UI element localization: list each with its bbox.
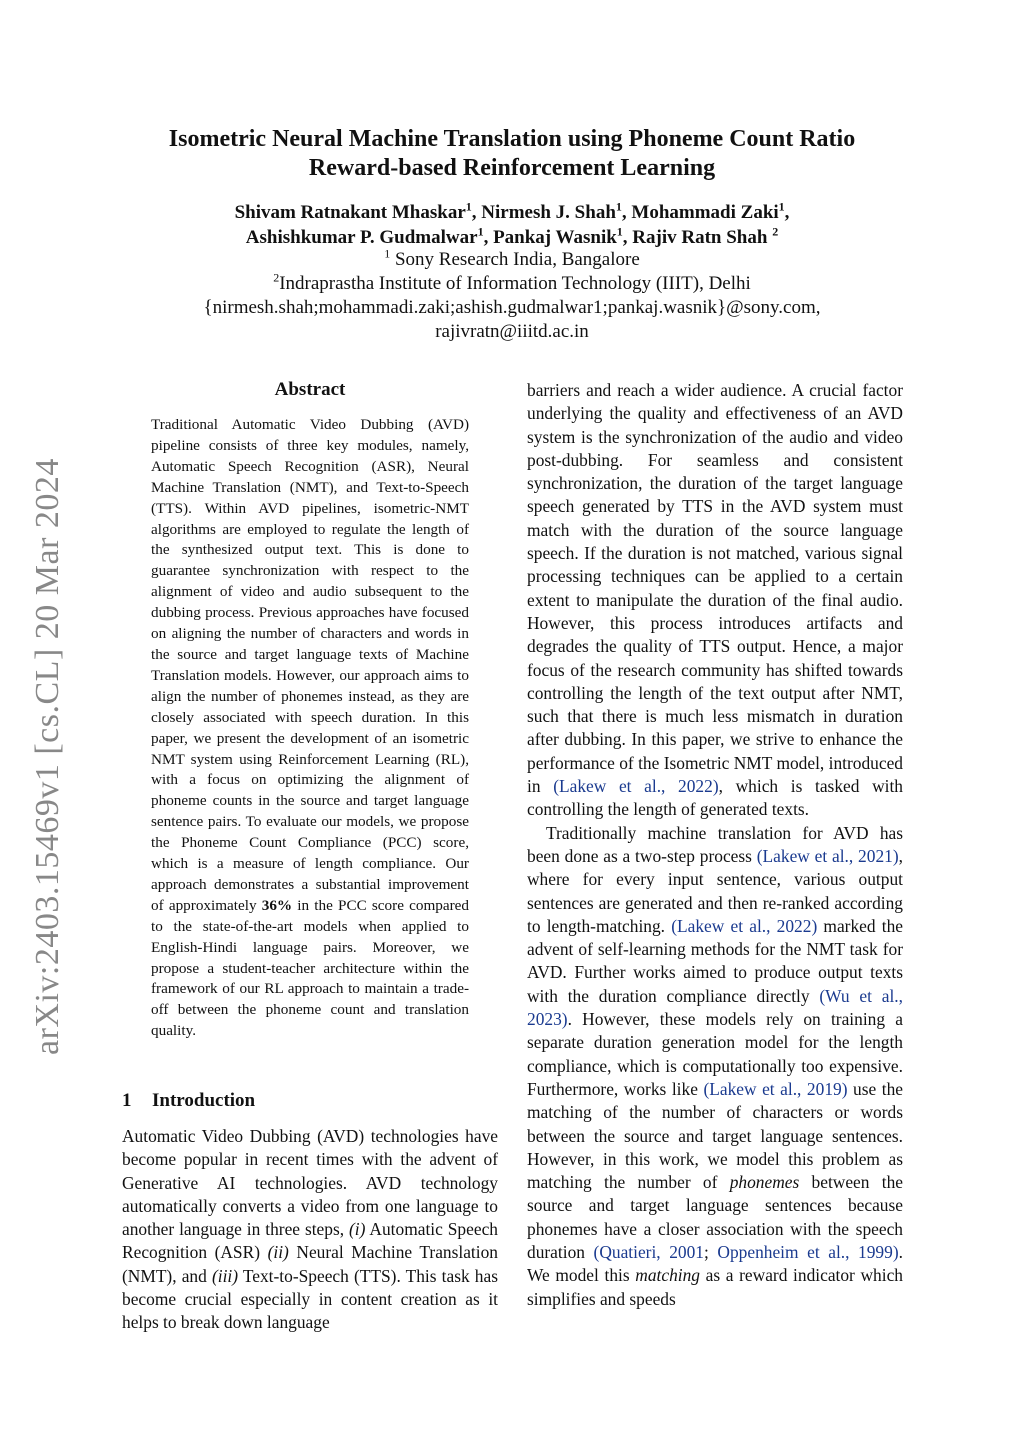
author-list — [100, 200, 924, 250]
author-separator: , — [784, 202, 790, 223]
text-run: Neural Machine Translation (NMT), and — [122, 1242, 498, 1286]
abstract-text-part: in the PCC score compared to the state-of-the-art models when applied to English-Hindi language pairs. Moreover, we propose a student-teacher architecture within the framework of our RL approach to maintain a trade-off between the phoneme count and translation quality. — [151, 896, 469, 1040]
email-iiit: rajivratn@iiitd.ac.in — [435, 321, 589, 342]
affiliation-marker: 2 — [273, 270, 280, 285]
abstract-text-part: Traditional Automatic Video Dubbing (AVD) pipeline consists of three key modules, namely, Automatic Speech Recognition (ASR), Neural Machine Translation (NMT), and Text-to-Speech (TTS). Within AVD pipelines, isometric-NMT algorithms are employed to regulate the length of the synthesized output text. This is done to guarantee synchronization with respect to the alignment of video and audio subsequent to the dubbing process. Previous approaches have focused on aligning the number of characters and words in the source and target language texts of Machine Translation models. However, our approach aims to align the number of phonemes instead, as they are closely associated with speech duration. In this paper, we present the development of an isometric NMT system using Reinforcement Learning (RL), with a focus on optimizing the alignment of phoneme counts in the source and target language sentence pairs. To evaluate our models, we propose the Phoneme Count Compliance (PCC) score, which is a measure of length compliance. Our approach demonstrates a substantial improvement of approximately — [151, 416, 469, 914]
author-separator: , — [621, 202, 632, 223]
text-run: . We model this — [527, 1241, 903, 1286]
citation-link[interactable]: (Lakew et al., 2019) — [703, 1078, 848, 1099]
citation-link[interactable]: (Wu et al., 2023) — [527, 985, 903, 1030]
author-name: Pankaj Wasnik — [493, 227, 617, 248]
italic-run: (i) — [349, 1219, 366, 1240]
section-title: Introduction — [152, 1090, 256, 1111]
paper-title — [100, 125, 924, 183]
author-name: Rajiv Ratn Shah — [632, 227, 768, 248]
text-run: as a reward indicator which simplifies and speeds — [527, 1265, 903, 1309]
affiliation-marker: 1 — [477, 224, 484, 239]
author-name: Shivam Ratnakant Mhaskar — [234, 202, 466, 223]
citation-link[interactable]: (Lakew et al., 2022) — [671, 915, 818, 936]
text-run: Automatic Speech Recognition (ASR) — [122, 1219, 498, 1263]
affiliation-marker: 1 — [616, 224, 623, 239]
citation-link[interactable]: (Quatieri, 2001 — [593, 1241, 704, 1262]
text-run: , which is tasked with controlling the length of generated texts. — [527, 776, 903, 820]
italic-run: (iii) — [211, 1265, 239, 1286]
introduction-paragraph-2 — [527, 822, 903, 1311]
affiliation-marker: 1 — [778, 199, 785, 214]
author-separator: , — [622, 227, 633, 248]
email-list-sony: {nirmesh.shah;mohammadi.zaki;ashish.gudmalwar1;pankaj.wasnik}@sony.com, — [203, 297, 821, 318]
affiliation-iiit: Indraprastha Institute of Information Technology (IIIT), Delhi — [279, 273, 751, 294]
author-separator: , — [471, 202, 482, 223]
section-number: 1 — [122, 1090, 132, 1111]
abstract-text — [151, 415, 469, 1042]
author-name: Nirmesh J. Shah — [481, 202, 616, 223]
text-run: use the matching of the number of characters or words between the source and target language sentences. However, in this work, we model this problem as matching the number of — [527, 1078, 903, 1193]
text-run: Automatic Video Dubbing (AVD) technologies have become popular in recent times with the advent of Generative AI technologies. AVD technology automatically converts a video from one language to another language in three steps, — [122, 1126, 498, 1240]
text-run: ; — [704, 1241, 718, 1262]
arxiv-identifier-stamp: arXiv:2403.15469v1 [cs.CL] 20 Mar 2024 — [29, 458, 66, 1055]
title-line-1: Isometric Neural Machine Translation using Phoneme Count Ratio — [168, 126, 856, 152]
author-name: Mohammadi Zaki — [631, 202, 779, 223]
citation-link[interactable]: (Lakew et al., 2021) — [756, 845, 899, 866]
section-heading-introduction — [122, 1089, 498, 1113]
affiliation-marker: 2 — [772, 224, 779, 239]
text-run: marked the advent of self-learning methods for the NMT task for AVD. Further works aimed to produce output texts with the duration compliance directly — [527, 915, 903, 1006]
text-run: Text-to-Speech (TTS). This task has become crucial especially in content creation as it helps to break down language — [122, 1265, 498, 1333]
affiliation-marker: 1 — [615, 199, 622, 214]
citation-link[interactable]: (Lakew et al., 2022) — [553, 776, 719, 797]
italic-run: phonemes — [729, 1172, 800, 1193]
text-run: Traditionally machine translation for AVD has been done as a two-step process — [527, 822, 903, 866]
italic-run: (ii) — [267, 1242, 289, 1263]
text-run: between the source and target language sentences because phonemes have a closer association with the speech duration — [527, 1172, 903, 1262]
author-name: Ashishkumar P. Gudmalwar — [245, 227, 478, 248]
introduction-paragraph-continued — [527, 379, 903, 822]
title-line-2: Reward-based Reinforcement Learning — [308, 155, 716, 181]
affiliation-sony: Sony Research India, Bangalore — [390, 249, 640, 270]
italic-run: matching — [635, 1265, 700, 1286]
right-column — [527, 379, 903, 1311]
introduction-paragraph-1 — [122, 1125, 498, 1335]
text-run: . However, these models rely on training a separate duration generation model for the length compliance, which is computationally too expensive. Furthermore, works like — [527, 1009, 903, 1099]
author-separator: , — [483, 227, 494, 248]
text-run: barriers and reach a wider audience. A crucial factor underlying the quality and effectiveness of an AVD system is the synchronization of the audio and video post-dubbing. For seamless and consistent synchronization, the duration of the target language speech generated by TTS in the AVD system must match with the duration of the source language speech. If the duration is not matched, various signal processing techniques can be applied to a certain extent to manipulate the duration of the final audio. However, this process introduces artifacts and degrades the quality of TTS output. Hence, a major focus of the research community has shifted towards controlling the length of the text output after NMT, such that there is much less mismatch in duration after dubbing. In this paper, we strive to enhance the performance of the Isometric NMT model, introduced in — [527, 380, 903, 797]
citation-link[interactable]: Oppenheim et al., 1999) — [717, 1241, 899, 1262]
abstract-highlight: 36% — [261, 896, 293, 914]
affiliation-marker: 1 — [384, 246, 391, 261]
text-run: , where for every input sentence, various output sentences are generated and then re-ranked according to length-matching. — [527, 845, 903, 936]
abstract-heading: Abstract — [274, 379, 346, 400]
affiliation-marker: 1 — [465, 199, 472, 214]
affiliations — [100, 248, 924, 344]
